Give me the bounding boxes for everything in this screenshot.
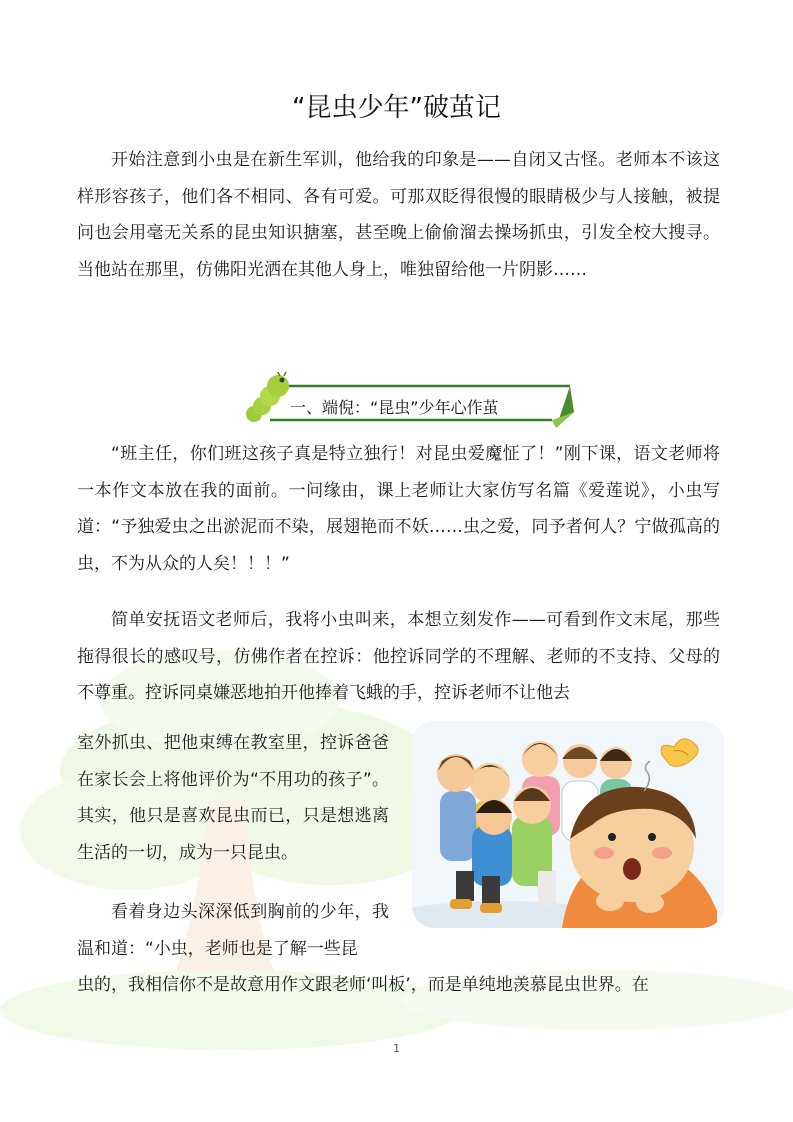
- section-heading: 一、端倪：“昆虫”少年心作茧: [290, 398, 499, 417]
- paragraph-3-top: 看着身边头深深低到胸前的少年，我温和道：“小虫，老师也是了解一些昆: [77, 902, 389, 959]
- paragraph-1: “班主任，你们班这孩子真是特立独行！对昆虫爱魔怔了！”刚下课，语文老师将一本作文本放在我的面前。一问缘由，课上老师让大家仿写名篇《爱莲说》，小虫写道：“予独爱虫之出淤泥而不染，展翅艳而不妖……虫之爱，同予者何人？宁做孤高的虫，不为从众的人矣！！！”: [77, 444, 720, 574]
- children-illustration: [412, 721, 724, 928]
- section-heading-banner: [240, 372, 585, 434]
- intro-paragraph: 开始注意到小虫是在新生军训，他给我的印象是——自闭又古怪。老师本不该这样形容孩子，他们各不相同、各有可爱。可那双眨得很慢的眼睛极少与人接触，被提问也会用毫无关系的昆虫知识搪塞，甚至晚上偷偷溜去操场抓虫，引发全校大搜寻。当他站在那里，仿佛阳光洒在其他人身上，唯独留给他一片阴影……: [77, 150, 720, 280]
- article-title: “昆虫少年”破茧记: [292, 93, 501, 123]
- paragraph-2-top: 简单安抚语文老师后，我将小虫叫来，本想立刻发作——可看到作文末尾，那些拖得很长的感叹号，仿佛作者在控诉：他控诉同学的不理解、老师的不支持、父母的不尊重。控诉同桌嫌恶地拍开他捧着飞蛾的手，控诉老师不让他去: [77, 610, 720, 703]
- page-number: 1: [393, 1042, 400, 1055]
- paragraph-3-bottom: 虫的，我相信你不是故意用作文跟老师‘叫板’，而是单纯地羡慕昆虫世界。在: [77, 975, 649, 995]
- paragraph-2-bottom: 室外抓虫、把他束缚在教室里，控诉爸爸在家长会上将他评价为“不用功的孩子”。其实，他只是喜欢昆虫而已，只是想逃离生活的一切，成为一只昆虫。: [77, 733, 389, 863]
